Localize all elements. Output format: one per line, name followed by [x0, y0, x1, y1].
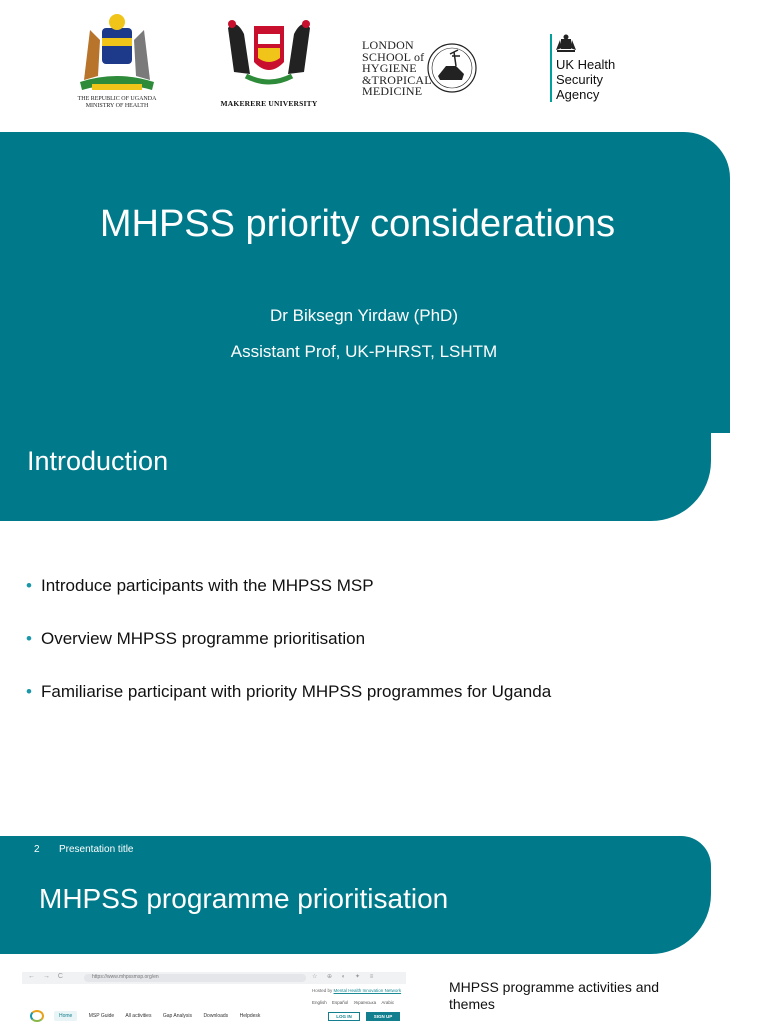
ukhsa-line-3: Agency: [556, 87, 600, 102]
browser-nav-arrows-icon: ← → C: [28, 973, 66, 980]
ukhsa-line-1: UK Health: [556, 57, 616, 72]
hosted-by-text: [312, 988, 401, 993]
lshtm-emblem-icon: [426, 42, 478, 94]
lshtm-line-5: MEDICINE: [362, 84, 423, 98]
presenter-affiliation: Assistant Prof, UK-PHRST, LSHTM: [230, 342, 498, 361]
website-screenshot: [22, 972, 406, 1024]
logo-row: [0, 0, 768, 132]
browser-extension-icons: ☆ ⊕ ◐ ✦ ≡: [312, 974, 378, 980]
ukhsa-logo: [546, 30, 636, 106]
hosted-by-label: Hosted by: [312, 988, 333, 993]
browser-url-text: https://www.mhpssmsp.org/en: [92, 974, 159, 980]
nav-item-helpdesk: Helpdesk: [239, 1013, 261, 1019]
ukhsa-name: [556, 57, 636, 102]
lshtm-line-2: SCHOOL of: [362, 49, 425, 64]
slide-2-title: Introduction: [27, 446, 169, 476]
slide-footer: Presentation title: [59, 844, 134, 855]
slide-1-title: MHPSS priority considerations: [99, 203, 616, 245]
uganda-caption-line-1: THE REPUBLIC OF UGANDA: [77, 96, 157, 102]
uganda-coat-of-arms-icon: [72, 10, 162, 94]
presenter-name: Dr Biksegn Yirdaw (PhD): [269, 306, 458, 325]
nav-item-gap-analysis: Gap Analysis: [162, 1013, 193, 1019]
nav-item-home: Home: [54, 1011, 77, 1021]
signup-button: SIGN UP: [366, 1012, 400, 1021]
lshtm-wordmark: [362, 40, 432, 98]
nav-item-all-activities: All activities: [125, 1013, 152, 1019]
royal-crest-icon: [554, 34, 578, 54]
slide-number: 2: [34, 844, 40, 855]
nav-item-msp-guide: MSP Guide: [88, 1013, 115, 1019]
language-selector: [312, 1000, 394, 1005]
bullet-item: • Familiarise participant with priority MHPSS programmes for Uganda: [26, 682, 726, 735]
lshtm-logo: [360, 38, 482, 100]
bullet-item: • Introduce participants with the MHPSS MSP: [26, 576, 726, 629]
uganda-logo-caption: [66, 96, 168, 110]
makerere-logo: [214, 14, 324, 114]
title-slide-band: [0, 132, 730, 433]
ukhsa-line-2: Security: [556, 72, 603, 87]
language-option: English: [312, 1000, 327, 1005]
makerere-caption: MAKERERE UNIVERSITY: [220, 99, 318, 108]
language-option: Español: [332, 1000, 349, 1005]
login-button: LOG IN: [328, 1012, 360, 1021]
nav-item-downloads: Downloads: [203, 1013, 229, 1019]
msp-logo-icon: [30, 1010, 44, 1022]
lshtm-line-1: LONDON: [362, 38, 414, 52]
introduction-bullet-list: [26, 576, 726, 735]
lshtm-line-4: &TROPICAL: [362, 72, 432, 87]
uganda-caption-line-2: MINISTRY OF HEALTH: [85, 103, 149, 109]
bullet-item: • Overview MHPSS programme prioritisation: [26, 629, 726, 682]
uganda-ministry-logo: [72, 10, 162, 114]
language-option: Українська: [353, 1000, 377, 1005]
slide-3-title: MHPSS programme prioritisation: [39, 883, 449, 914]
hosted-org-link: Mental Health Innovation Network: [333, 988, 402, 993]
lshtm-line-3: HYGIENE: [362, 61, 417, 75]
language-option: Arabic: [381, 1000, 395, 1005]
ukhsa-accent-bar: [550, 34, 552, 102]
makerere-crest-icon: [214, 14, 324, 96]
programme-activities-caption: MHPSS programme activities and themes: [449, 979, 660, 1012]
site-nav: [54, 1013, 270, 1019]
